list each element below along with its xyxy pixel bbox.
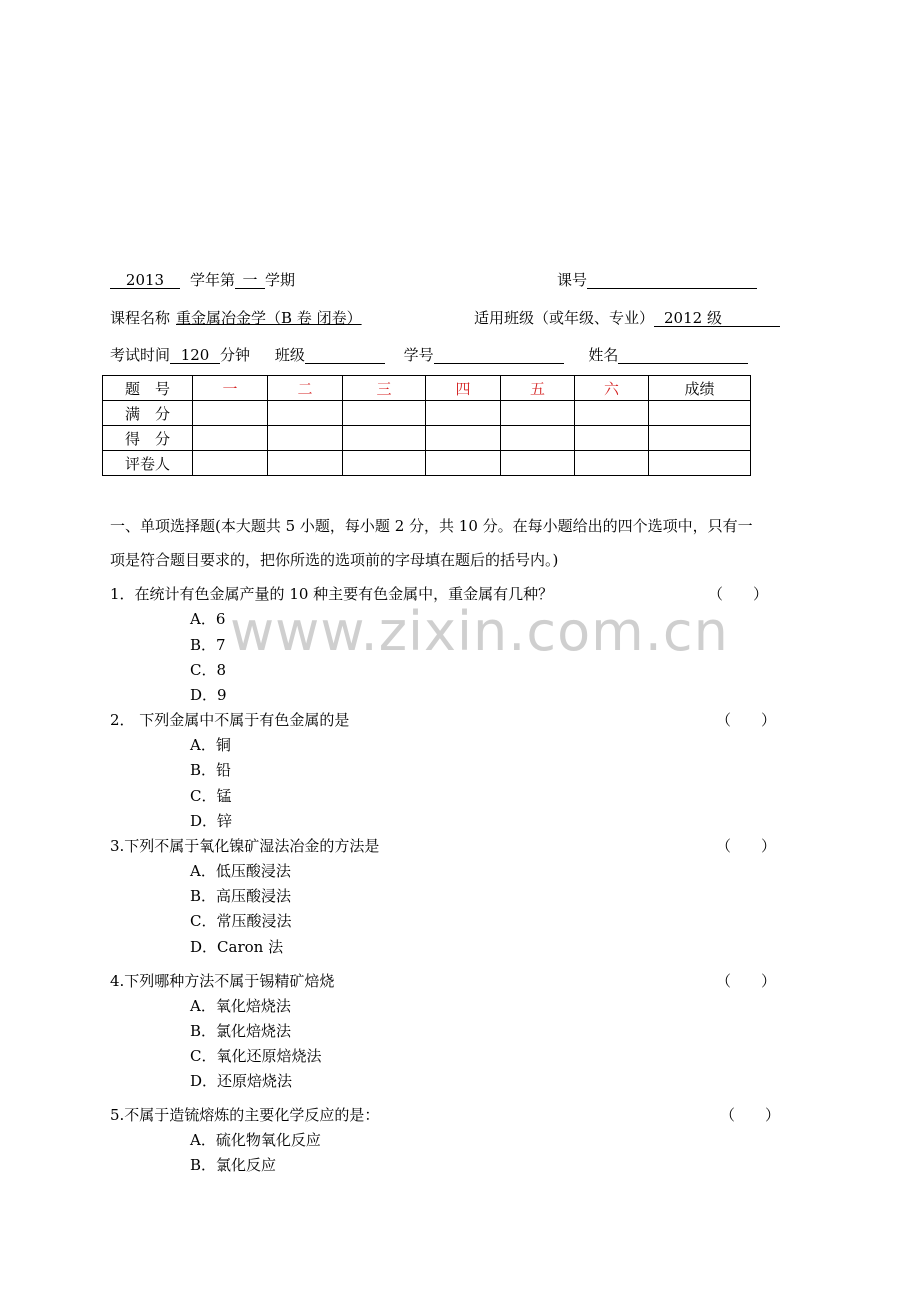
exam-time-label: 考试时间 <box>110 346 171 364</box>
exam-time-unit: 分钟 <box>220 346 251 364</box>
table-cell[interactable] <box>649 451 751 476</box>
question-2-option-b: B．铅 <box>190 761 232 779</box>
table-cell[interactable] <box>193 426 268 451</box>
student-id-field[interactable] <box>434 347 564 364</box>
question-3-text: 3.下列不属于氧化镍矿湿法冶金的方法是 <box>110 837 380 855</box>
table-cell[interactable] <box>501 426 575 451</box>
course-name-line <box>110 309 362 327</box>
question-2-option-a: A．铜 <box>190 736 231 754</box>
question-4-option-a: A．氧化焙烧法 <box>190 997 291 1015</box>
table-cell[interactable] <box>268 401 343 426</box>
question-2-option-c: C．锰 <box>190 787 232 805</box>
year-suffix: 学年第 <box>190 271 236 289</box>
name-field[interactable] <box>618 347 748 364</box>
class-label: 班级 <box>274 346 305 364</box>
question-1-option-b: B．7 <box>190 636 226 654</box>
exam-time-value: 120 <box>170 347 220 364</box>
question-5-text: 5.不属于造锍熔炼的主要化学反应的是： <box>110 1106 380 1124</box>
question-4-option-c: C．氧化还原焙烧法 <box>190 1047 322 1065</box>
header-cell: 二 <box>268 376 343 401</box>
question-1-option-c: C．8 <box>190 661 227 679</box>
question-4-option-d: D．还原焙烧法 <box>190 1072 293 1090</box>
table-cell[interactable] <box>426 426 501 451</box>
table-row <box>103 451 751 476</box>
answer-paren-2[interactable]: （ ） <box>716 711 777 729</box>
table-header-row <box>103 376 751 401</box>
table-cell[interactable] <box>426 401 501 426</box>
section-intro-line1: 一、单项选择题(本大题共 5 小题，每小题 2 分，共 10 分。在每小题给出的四个选项中，只有一 <box>110 517 753 535</box>
row-label: 评卷人 <box>103 451 193 476</box>
table-cell[interactable] <box>343 401 426 426</box>
answer-paren-3[interactable]: （ ） <box>716 837 777 855</box>
answer-paren-5[interactable]: （ ） <box>720 1106 781 1124</box>
header-cell: 三 <box>343 376 426 401</box>
table-cell[interactable] <box>575 401 649 426</box>
row-label: 得 分 <box>103 426 193 451</box>
exam-info-line <box>110 346 748 364</box>
table-cell[interactable] <box>193 401 268 426</box>
table-cell[interactable] <box>343 451 426 476</box>
course-no-label: 课号 <box>557 271 588 289</box>
header-cell: 一 <box>193 376 268 401</box>
table-cell[interactable] <box>268 426 343 451</box>
header-cell: 六 <box>575 376 649 401</box>
question-1-text: 1．在统计有色金属产量的 10 种主要有色金属中，重金属有几种？ <box>110 585 554 603</box>
applicable-class-line <box>474 309 780 327</box>
semester-line <box>110 271 295 289</box>
table-row <box>103 426 751 451</box>
class-field[interactable] <box>305 347 385 364</box>
answer-paren-1[interactable]: （ ） <box>708 585 769 603</box>
question-5-option-b: B．氯化反应 <box>190 1156 277 1174</box>
table-cell[interactable] <box>343 426 426 451</box>
table-cell[interactable] <box>426 451 501 476</box>
row-label: 满 分 <box>103 401 193 426</box>
table-cell[interactable] <box>649 401 751 426</box>
table-cell[interactable] <box>501 451 575 476</box>
table-cell[interactable] <box>268 451 343 476</box>
watermark: www.zixin.com.cn <box>230 600 729 663</box>
score-table <box>102 375 751 476</box>
table-cell[interactable] <box>575 451 649 476</box>
answer-paren-4[interactable]: （ ） <box>716 972 777 990</box>
table-cell[interactable] <box>193 451 268 476</box>
table-cell[interactable] <box>501 401 575 426</box>
course-name-value: 重金属冶金学（B 卷 闭卷） <box>176 309 362 327</box>
table-cell[interactable] <box>649 426 751 451</box>
header-cell: 题 号 <box>103 376 193 401</box>
header-cell: 成绩 <box>649 376 751 401</box>
table-row <box>103 401 751 426</box>
table-cell[interactable] <box>575 426 649 451</box>
semester-field: 一 <box>235 272 265 289</box>
name-label: 姓名 <box>588 346 619 364</box>
question-3-option-d: D．Caron 法 <box>190 938 284 956</box>
year-field: 2013 <box>110 272 180 289</box>
student-id-label: 学号 <box>403 346 434 364</box>
question-3-option-b: B．高压酸浸法 <box>190 887 292 905</box>
applicable-label: 适用班级（或年级、专业） <box>474 309 655 327</box>
question-5-option-a: A．硫化物氧化反应 <box>190 1131 321 1149</box>
applicable-value: 2012 级 <box>654 310 780 327</box>
question-1-option-d: D．9 <box>190 686 227 704</box>
question-1-option-a: A．6 <box>190 610 226 628</box>
question-3-option-a: A．低压酸浸法 <box>190 862 291 880</box>
course-name-label: 课程名称 <box>110 309 171 327</box>
header-cell: 五 <box>501 376 575 401</box>
question-3-option-c: C．常压酸浸法 <box>190 912 292 930</box>
header-cell: 四 <box>426 376 501 401</box>
course-no-field[interactable] <box>587 272 757 289</box>
question-4-text: 4.下列哪种方法不属于锡精矿焙烧 <box>110 972 335 990</box>
course-no-line <box>557 271 757 289</box>
question-2-option-d: D．锌 <box>190 812 233 830</box>
section-intro-line2: 项是符合题目要求的，把你所选的选项前的字母填在题后的括号内。) <box>110 551 559 569</box>
question-2-text: 2． 下列金属中不属于有色金属的是 <box>110 711 350 729</box>
question-4-option-b: B．氯化焙烧法 <box>190 1022 292 1040</box>
semester-suffix: 学期 <box>265 271 296 289</box>
